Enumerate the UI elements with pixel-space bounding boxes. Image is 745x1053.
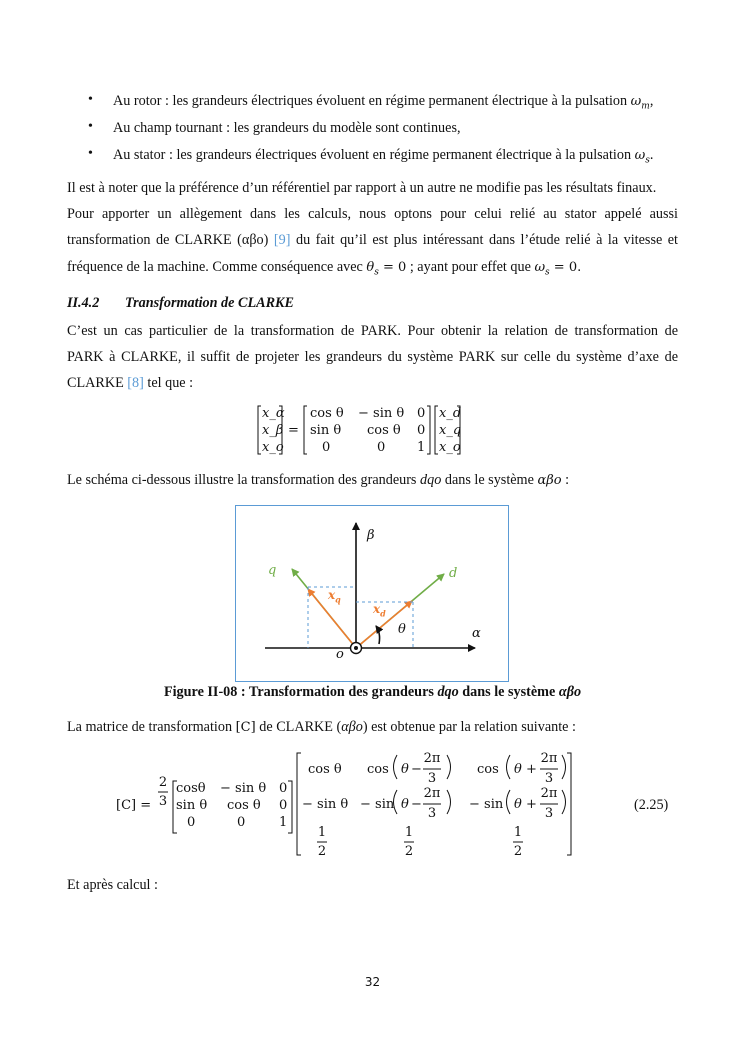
equation-park-clarke: x_α x_β x_o = cos θ − sin θ 0 sin θ cos θ 0 0 0 1 x_d x_q x_o (254, 403, 474, 457)
theta-label: θ (398, 622, 406, 637)
x-q: x_q (439, 423, 462, 438)
x-o: x_o (262, 440, 284, 455)
x-alpha: x_α (262, 406, 285, 421)
C-lhs: [C] = (116, 798, 152, 813)
para1-line3: transformation de CLARKE (αβο) [9] du fait qu’il est plus intéressant dans l’étude relié à la vitesse et (67, 232, 679, 248)
para2-line2: PARK à CLARKE, il suffit de projeter les grandeurs du système PARK sur celle du système d’axe de (67, 349, 678, 365)
section-number: II.4.2 (67, 295, 100, 311)
bullet-2: Au champ tournant : les grandeurs du modèle sont continues, (113, 120, 461, 136)
equals-sign: = (288, 423, 299, 438)
para2-line3: CLARKE [8] tel que : (67, 375, 194, 391)
o-label: o (336, 647, 344, 662)
section-title: Transformation de CLARKE (125, 295, 294, 311)
para1-line4: fréquence de la machine. Comme conséquence avec $\theta_s = 0$ ; ayant pour effet que $\omega_s = 0$. (67, 259, 582, 278)
page-number: 32 (364, 975, 381, 989)
q-label: q (268, 563, 277, 578)
xq-label: $x_q$ (328, 588, 341, 605)
para1-line2: Pour apporter un allègement dans les calculs, nous optons pour celui relié au stator appelé aussi (67, 206, 678, 222)
origin-dot (354, 646, 358, 650)
bullet-1: Au rotor : les grandeurs électriques évoluent en régime permanent électrique à la pulsation $\omega_m$, (113, 93, 654, 112)
projection-lines (308, 587, 413, 648)
bullet-3: Au stator : les grandeurs électriques évoluent en régime permanent électrique à la pulsation $\omega_s$. (113, 147, 654, 166)
citation-9[interactable]: [9] (273, 232, 291, 248)
para4: La matrice de transformation [C] de CLARKE (αβο) est obtenue par la relation suivante : (67, 719, 576, 735)
citation-8[interactable]: [8] (127, 375, 144, 391)
para1-line1: Il est à noter que la préférence d’un référentiel par rapport à un autre ne modifie pas les résultats finaux. (67, 180, 657, 196)
para3: Le schéma ci-dessous illustre la transformation des grandeurs dqo dans le système αβo : (67, 472, 570, 488)
para2-line1: C’est un cas particulier de la transformation de PARK. Pour obtenir la relation de transformation de (67, 323, 678, 339)
section-heading (67, 295, 294, 312)
figure-dqo-diagram (235, 505, 509, 682)
bullet-2-dot: • (88, 119, 93, 134)
x-o-right: x_o (439, 440, 461, 455)
bullet-1-dot: • (88, 92, 93, 107)
equation-clarke-matrix: [C] = 2 3 cosθ − sin θ 0 sin θ cos θ 0 0 0 1 cos θ cos θ − 2π 3 cos θ + 2π 3 − sin θ − sin θ − 2π 3 − sin θ + 2π 3 1 2 1 2 1 2 (116, 748, 676, 864)
x-beta: x_β (262, 423, 284, 438)
bullet-3-dot: • (88, 146, 93, 161)
x-d: x_d (439, 406, 462, 421)
beta-label: β (367, 528, 375, 543)
para5: Et après calcul : (67, 877, 158, 893)
alpha-label: α (472, 626, 481, 641)
figure-caption: Figure II-08 : Transformation des grandeurs dqo dans le système αβo (163, 684, 582, 700)
equation-number: (2.25) (634, 797, 669, 813)
xd-label: $x_d$ (373, 602, 386, 619)
omega-symbol: $\omega_m$ (630, 94, 650, 112)
omega-symbol: $\omega_s$ (634, 148, 650, 166)
d-label: d (449, 566, 458, 581)
